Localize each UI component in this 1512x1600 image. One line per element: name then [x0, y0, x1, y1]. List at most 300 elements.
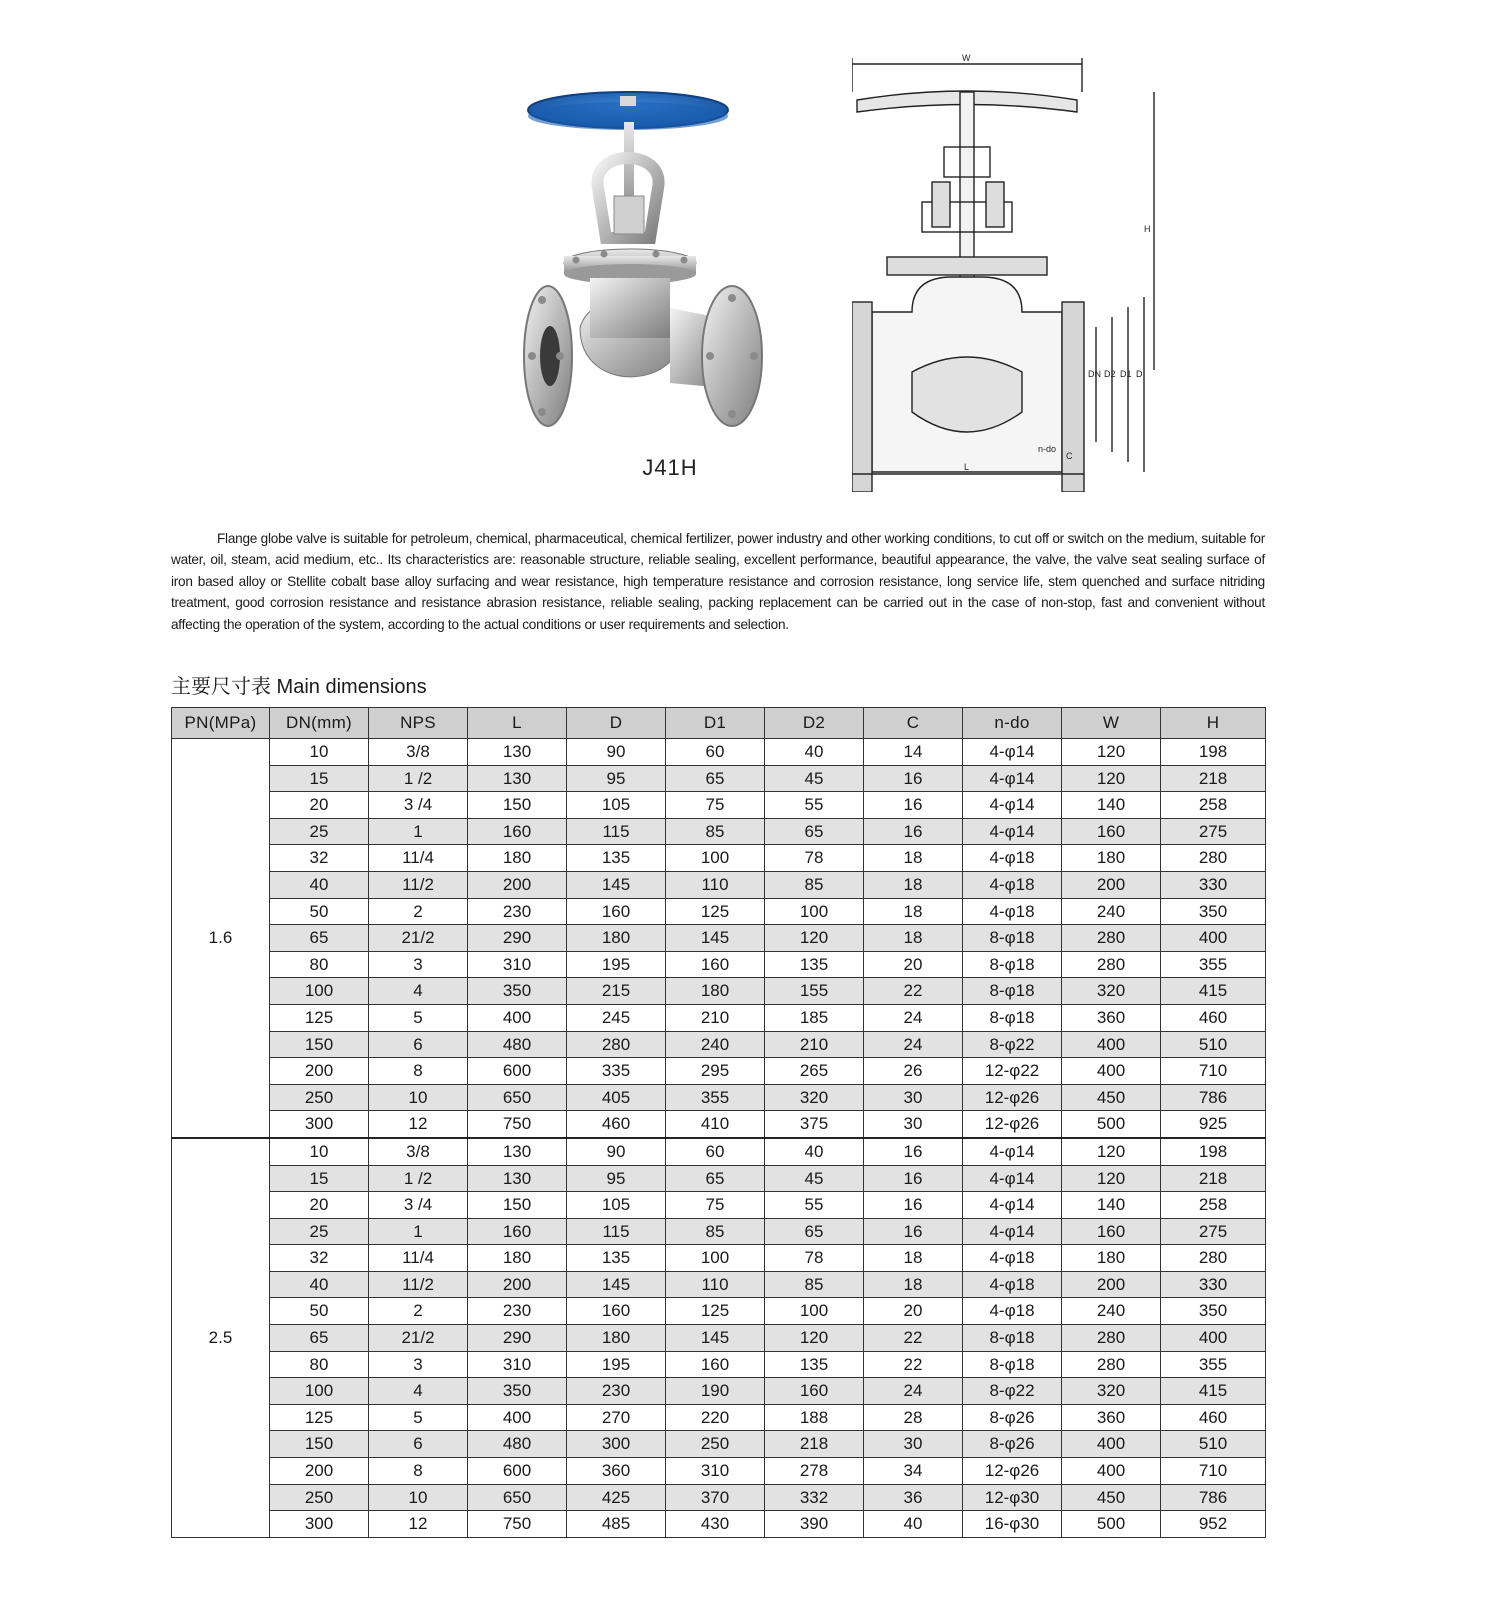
table-cell: 280	[567, 1031, 666, 1058]
table-cell: 55	[765, 1192, 864, 1219]
table-cell: 65	[270, 1325, 369, 1352]
table-cell: 245	[567, 1004, 666, 1031]
column-header: D1	[666, 708, 765, 739]
table-cell: 125	[270, 1004, 369, 1031]
table-cell: 425	[567, 1484, 666, 1511]
table-cell: 25	[270, 1218, 369, 1245]
table-cell: 145	[666, 1325, 765, 1352]
table-cell: 210	[765, 1031, 864, 1058]
table-cell: 180	[1062, 1245, 1161, 1272]
table-row	[172, 925, 1266, 952]
table-cell: 18	[864, 1271, 963, 1298]
table-cell: 40	[765, 1138, 864, 1165]
column-header: L	[468, 708, 567, 739]
table-cell: 3 /4	[369, 792, 468, 819]
table-cell: 16	[864, 1192, 963, 1219]
table-cell: 8-φ18	[963, 1325, 1062, 1352]
table-row	[172, 1111, 1266, 1138]
table-cell: 1	[369, 1218, 468, 1245]
table-row	[172, 1378, 1266, 1405]
table-cell: 120	[1062, 765, 1161, 792]
table-cell: 400	[1062, 1031, 1161, 1058]
table-cell: 230	[468, 898, 567, 925]
table-cell: 185	[765, 1004, 864, 1031]
table-cell: 11/2	[369, 1271, 468, 1298]
table-cell: 65	[765, 818, 864, 845]
table-cell: 300	[567, 1431, 666, 1458]
table-row	[172, 898, 1266, 925]
table-cell: 100	[765, 898, 864, 925]
table-row	[172, 765, 1266, 792]
table-cell: 8-φ18	[963, 951, 1062, 978]
table-cell: 90	[567, 1138, 666, 1165]
dim-l-label: L	[964, 462, 970, 472]
table-cell: 15	[270, 1165, 369, 1192]
table-row	[172, 1271, 1266, 1298]
table-cell: 8	[369, 1058, 468, 1085]
table-cell: 78	[765, 845, 864, 872]
table-cell: 120	[1062, 1165, 1161, 1192]
table-cell: 150	[270, 1431, 369, 1458]
table-cell: 120	[765, 925, 864, 952]
table-cell: 85	[666, 1218, 765, 1245]
product-description: Flange globe valve is suitable for petroleum, chemical, pharmaceutical, chemical fertilizer, power industry and other working conditions, to cut off or switch on the medium, suitable for water, oil, steam, acid medium, etc.. Its characteristics are: reasonable structure, reliable sealing, excellent performance, beautiful appearance, the valve, the valve seat sealing surface of iron based alloy or Stellite cobalt base alloy surfacing and wear resistance, high temperature resistance and corrosion resistance, long service life, stem quenched and surface nitriding treatment, good corrosion resistance and resistance abrasion resistance, reliable sealing, packing replacement can be carried out in the case of non-stop, fast and convenient without affecting the operation of the system, according to the actual conditions or user requirements and selection.	[171, 530, 1265, 632]
table-cell: 8-φ18	[963, 1004, 1062, 1031]
table-cell: 4	[369, 1378, 468, 1405]
table-cell: 3 /4	[369, 1192, 468, 1219]
table-cell: 400	[468, 1404, 567, 1431]
table-header-row	[172, 708, 1266, 739]
table-cell: 135	[765, 1351, 864, 1378]
column-header: DN(mm)	[270, 708, 369, 739]
table-cell: 195	[567, 951, 666, 978]
table-row	[172, 1484, 1266, 1511]
table-cell: 160	[567, 898, 666, 925]
table-cell: 270	[567, 1404, 666, 1431]
table-cell: 4-φ14	[963, 739, 1062, 766]
table-cell: 12-φ22	[963, 1058, 1062, 1085]
valve-product-photo	[520, 88, 780, 458]
table-cell: 5	[369, 1004, 468, 1031]
column-header: H	[1161, 708, 1266, 739]
table-cell: 16	[864, 792, 963, 819]
table-cell: 275	[1161, 1218, 1266, 1245]
table-cell: 198	[1161, 739, 1266, 766]
table-cell: 180	[666, 978, 765, 1005]
table-cell: 145	[567, 871, 666, 898]
table-cell: 710	[1161, 1458, 1266, 1485]
table-cell: 14	[864, 739, 963, 766]
table-cell: 160	[468, 1218, 567, 1245]
table-cell: 8-φ18	[963, 1351, 1062, 1378]
table-cell: 12	[369, 1511, 468, 1538]
table-cell: 12-φ30	[963, 1484, 1062, 1511]
table-cell: 8-φ18	[963, 925, 1062, 952]
table-cell: 335	[567, 1058, 666, 1085]
table-cell: 240	[1062, 898, 1161, 925]
table-cell: 12	[369, 1111, 468, 1138]
table-cell: 200	[1062, 871, 1161, 898]
table-row	[172, 1404, 1266, 1431]
table-cell: 8	[369, 1458, 468, 1485]
table-cell: 36	[864, 1484, 963, 1511]
table-cell: 332	[765, 1484, 864, 1511]
table-cell: 16	[864, 765, 963, 792]
table-cell: 110	[666, 871, 765, 898]
table-cell: 218	[1161, 1165, 1266, 1192]
table-cell: 8-φ26	[963, 1404, 1062, 1431]
table-cell: 160	[1062, 1218, 1161, 1245]
table-cell: 110	[666, 1271, 765, 1298]
table-cell: 460	[567, 1111, 666, 1138]
table-cell: 195	[567, 1351, 666, 1378]
table-cell: 16-φ30	[963, 1511, 1062, 1538]
table-cell: 95	[567, 765, 666, 792]
dim-d2-label: D2	[1104, 369, 1116, 379]
table-cell: 280	[1161, 845, 1266, 872]
table-cell: 32	[270, 845, 369, 872]
column-header: D	[567, 708, 666, 739]
table-cell: 215	[567, 978, 666, 1005]
table-cell: 150	[468, 792, 567, 819]
table-cell: 150	[468, 1192, 567, 1219]
table-cell: 180	[567, 1325, 666, 1352]
table-cell: 600	[468, 1458, 567, 1485]
table-cell: 85	[666, 818, 765, 845]
table-cell: 350	[1161, 1298, 1266, 1325]
table-cell: 115	[567, 1218, 666, 1245]
table-cell: 130	[468, 765, 567, 792]
table-cell: 2	[369, 1298, 468, 1325]
table-row	[172, 978, 1266, 1005]
table-cell: 240	[1062, 1298, 1161, 1325]
table-cell: 75	[666, 1192, 765, 1219]
table-cell: 3/8	[369, 739, 468, 766]
table-cell: 4-φ14	[963, 1192, 1062, 1219]
table-cell: 925	[1161, 1111, 1266, 1138]
table-cell: 390	[765, 1511, 864, 1538]
table-cell: 400	[1161, 925, 1266, 952]
table-cell: 278	[765, 1458, 864, 1485]
table-cell: 30	[864, 1084, 963, 1111]
table-cell: 280	[1062, 951, 1161, 978]
table-cell: 8-φ22	[963, 1031, 1062, 1058]
table-cell: 18	[864, 845, 963, 872]
table-row	[172, 1192, 1266, 1219]
table-cell: 30	[864, 1431, 963, 1458]
table-cell: 8-φ22	[963, 1378, 1062, 1405]
table-cell: 400	[468, 1004, 567, 1031]
table-cell: 55	[765, 792, 864, 819]
dimensions-table	[171, 707, 1266, 1538]
table-cell: 100	[765, 1298, 864, 1325]
table-cell: 120	[1062, 739, 1161, 766]
table-cell: 258	[1161, 792, 1266, 819]
table-cell: 310	[468, 1351, 567, 1378]
table-cell: 130	[468, 739, 567, 766]
table-cell: 952	[1161, 1511, 1266, 1538]
table-row	[172, 818, 1266, 845]
table-cell: 1 /2	[369, 765, 468, 792]
table-cell: 200	[1062, 1271, 1161, 1298]
table-cell: 400	[1062, 1431, 1161, 1458]
table-cell: 4	[369, 978, 468, 1005]
table-cell: 24	[864, 1378, 963, 1405]
table-cell: 310	[666, 1458, 765, 1485]
table-cell: 180	[1062, 845, 1161, 872]
table-cell: 16	[864, 818, 963, 845]
table-cell: 160	[468, 818, 567, 845]
table-cell: 135	[567, 1245, 666, 1272]
table-cell: 290	[468, 1325, 567, 1352]
table-cell: 145	[666, 925, 765, 952]
table-cell: 280	[1062, 1351, 1161, 1378]
table-cell: 295	[666, 1058, 765, 1085]
table-cell: 280	[1062, 1325, 1161, 1352]
table-cell: 405	[567, 1084, 666, 1111]
table-cell: 430	[666, 1511, 765, 1538]
table-cell: 5	[369, 1404, 468, 1431]
table-cell: 30	[864, 1111, 963, 1138]
table-cell: 400	[1062, 1458, 1161, 1485]
column-header: D2	[765, 708, 864, 739]
table-row	[172, 739, 1266, 766]
table-cell: 95	[567, 1165, 666, 1192]
table-cell: 480	[468, 1431, 567, 1458]
table-cell: 24	[864, 1031, 963, 1058]
table-cell: 250	[270, 1484, 369, 1511]
table-cell: 200	[270, 1058, 369, 1085]
table-cell: 265	[765, 1058, 864, 1085]
table-row	[172, 1084, 1266, 1111]
dim-d-label: D	[1136, 369, 1143, 379]
table-cell: 32	[270, 1245, 369, 1272]
table-cell: 100	[270, 978, 369, 1005]
column-header: W	[1062, 708, 1161, 739]
table-cell: 140	[1062, 792, 1161, 819]
table-cell: 145	[567, 1271, 666, 1298]
table-cell: 4-φ14	[963, 1138, 1062, 1165]
table-cell: 21/2	[369, 1325, 468, 1352]
table-cell: 360	[1062, 1004, 1161, 1031]
dim-dn-label: DN	[1088, 369, 1101, 379]
table-body	[172, 739, 1266, 1538]
table-cell: 90	[567, 739, 666, 766]
table-row	[172, 951, 1266, 978]
table-cell: 188	[765, 1404, 864, 1431]
table-cell: 510	[1161, 1431, 1266, 1458]
table-cell: 258	[1161, 1192, 1266, 1219]
table-cell: 65	[765, 1218, 864, 1245]
table-cell: 60	[666, 739, 765, 766]
table-cell: 230	[468, 1298, 567, 1325]
table-cell: 280	[1062, 925, 1161, 952]
table-cell: 4-φ18	[963, 1271, 1062, 1298]
table-cell: 11/4	[369, 1245, 468, 1272]
table-row	[172, 1165, 1266, 1192]
pressure-cell: 1.6	[172, 739, 270, 1138]
table-cell: 320	[1062, 978, 1161, 1005]
table-cell: 150	[270, 1031, 369, 1058]
table-cell: 650	[468, 1084, 567, 1111]
section-title: 主要尺寸表 Main dimensions	[171, 676, 427, 698]
table-cell: 4-φ14	[963, 1165, 1062, 1192]
table-cell: 210	[666, 1004, 765, 1031]
table-cell: 485	[567, 1511, 666, 1538]
table-cell: 460	[1161, 1004, 1266, 1031]
table-row	[172, 845, 1266, 872]
table-cell: 45	[765, 765, 864, 792]
table-cell: 105	[567, 1192, 666, 1219]
pressure-cell: 2.5	[172, 1138, 270, 1537]
table-cell: 190	[666, 1378, 765, 1405]
table-cell: 4-φ18	[963, 1245, 1062, 1272]
table-cell: 20	[864, 951, 963, 978]
table-row	[172, 1004, 1266, 1031]
table-cell: 300	[270, 1111, 369, 1138]
table-cell: 22	[864, 1325, 963, 1352]
table-cell: 20	[270, 792, 369, 819]
table-cell: 3	[369, 1351, 468, 1378]
table-cell: 10	[270, 739, 369, 766]
table-cell: 20	[864, 1298, 963, 1325]
table-cell: 21/2	[369, 925, 468, 952]
table-cell: 330	[1161, 1271, 1266, 1298]
table-cell: 78	[765, 1245, 864, 1272]
table-cell: 24	[864, 1004, 963, 1031]
table-cell: 198	[1161, 1138, 1266, 1165]
table-cell: 50	[270, 1298, 369, 1325]
table-cell: 100	[270, 1378, 369, 1405]
table-cell: 350	[468, 1378, 567, 1405]
table-cell: 200	[270, 1458, 369, 1485]
table-row	[172, 1031, 1266, 1058]
table-cell: 20	[270, 1192, 369, 1219]
table-cell: 100	[666, 1245, 765, 1272]
table-cell: 4-φ14	[963, 765, 1062, 792]
table-cell: 2	[369, 898, 468, 925]
table-cell: 8-φ26	[963, 1431, 1062, 1458]
table-cell: 34	[864, 1458, 963, 1485]
table-cell: 370	[666, 1484, 765, 1511]
table-cell: 500	[1062, 1111, 1161, 1138]
table-cell: 65	[270, 925, 369, 952]
table-row	[172, 1218, 1266, 1245]
table-cell: 140	[1062, 1192, 1161, 1219]
table-cell: 60	[666, 1138, 765, 1165]
table-row	[172, 1431, 1266, 1458]
table-cell: 8-φ18	[963, 978, 1062, 1005]
model-label: J41H	[642, 455, 698, 480]
table-cell: 4-φ18	[963, 898, 1062, 925]
table-cell: 600	[468, 1058, 567, 1085]
dim-h-label: H	[1144, 224, 1151, 234]
table-cell: 65	[666, 1165, 765, 1192]
table-cell: 26	[864, 1058, 963, 1085]
dim-c-label: C	[1066, 451, 1073, 461]
column-header: C	[864, 708, 963, 739]
table-cell: 360	[1062, 1404, 1161, 1431]
table-cell: 480	[468, 1031, 567, 1058]
table-cell: 4-φ14	[963, 1218, 1062, 1245]
table-row	[172, 871, 1266, 898]
table-row	[172, 1351, 1266, 1378]
table-cell: 40	[270, 871, 369, 898]
table-cell: 218	[765, 1431, 864, 1458]
table-cell: 100	[666, 845, 765, 872]
table-row	[172, 1058, 1266, 1085]
column-header: PN(MPa)	[172, 708, 270, 739]
table-cell: 12-φ26	[963, 1111, 1062, 1138]
table-cell: 28	[864, 1404, 963, 1431]
table-cell: 10	[369, 1484, 468, 1511]
table-cell: 218	[1161, 765, 1266, 792]
table-cell: 160	[765, 1378, 864, 1405]
table-cell: 45	[765, 1165, 864, 1192]
table-cell: 320	[765, 1084, 864, 1111]
table-cell: 65	[666, 765, 765, 792]
table-row	[172, 1245, 1266, 1272]
table-cell: 125	[270, 1404, 369, 1431]
table-cell: 105	[567, 792, 666, 819]
table-cell: 11/2	[369, 871, 468, 898]
dim-d1-label: D1	[1120, 369, 1132, 379]
table-cell: 120	[765, 1325, 864, 1352]
table-cell: 240	[666, 1031, 765, 1058]
table-cell: 75	[666, 792, 765, 819]
table-cell: 18	[864, 871, 963, 898]
table-cell: 415	[1161, 1378, 1266, 1405]
table-cell: 50	[270, 898, 369, 925]
table-cell: 320	[1062, 1378, 1161, 1405]
table-cell: 85	[765, 871, 864, 898]
table-cell: 6	[369, 1031, 468, 1058]
table-cell: 15	[270, 765, 369, 792]
table-cell: 40	[270, 1271, 369, 1298]
dim-ndo-label: n-do	[1038, 444, 1057, 454]
table-cell: 750	[468, 1111, 567, 1138]
table-cell: 500	[1062, 1511, 1161, 1538]
table-cell: 220	[666, 1404, 765, 1431]
table-cell: 11/4	[369, 845, 468, 872]
table-row	[172, 792, 1266, 819]
table-cell: 10	[369, 1084, 468, 1111]
table-cell: 40	[765, 739, 864, 766]
table-cell: 16	[864, 1218, 963, 1245]
valve-section-drawing	[852, 52, 1182, 492]
table-cell: 160	[666, 1351, 765, 1378]
table-cell: 12-φ26	[963, 1458, 1062, 1485]
column-header: NPS	[369, 708, 468, 739]
table-cell: 250	[666, 1431, 765, 1458]
table-cell: 355	[1161, 1351, 1266, 1378]
table-row	[172, 1511, 1266, 1538]
table-cell: 750	[468, 1511, 567, 1538]
table-cell: 450	[1062, 1084, 1161, 1111]
table-cell: 160	[1062, 818, 1161, 845]
table-row	[172, 1298, 1266, 1325]
table-cell: 85	[765, 1271, 864, 1298]
table-cell: 400	[1161, 1325, 1266, 1352]
table-cell: 25	[270, 818, 369, 845]
table-cell: 18	[864, 898, 963, 925]
table-cell: 180	[468, 845, 567, 872]
table-cell: 125	[666, 1298, 765, 1325]
table-cell: 16	[864, 1138, 963, 1165]
table-cell: 200	[468, 871, 567, 898]
table-cell: 4-φ18	[963, 1298, 1062, 1325]
table-cell: 160	[567, 1298, 666, 1325]
